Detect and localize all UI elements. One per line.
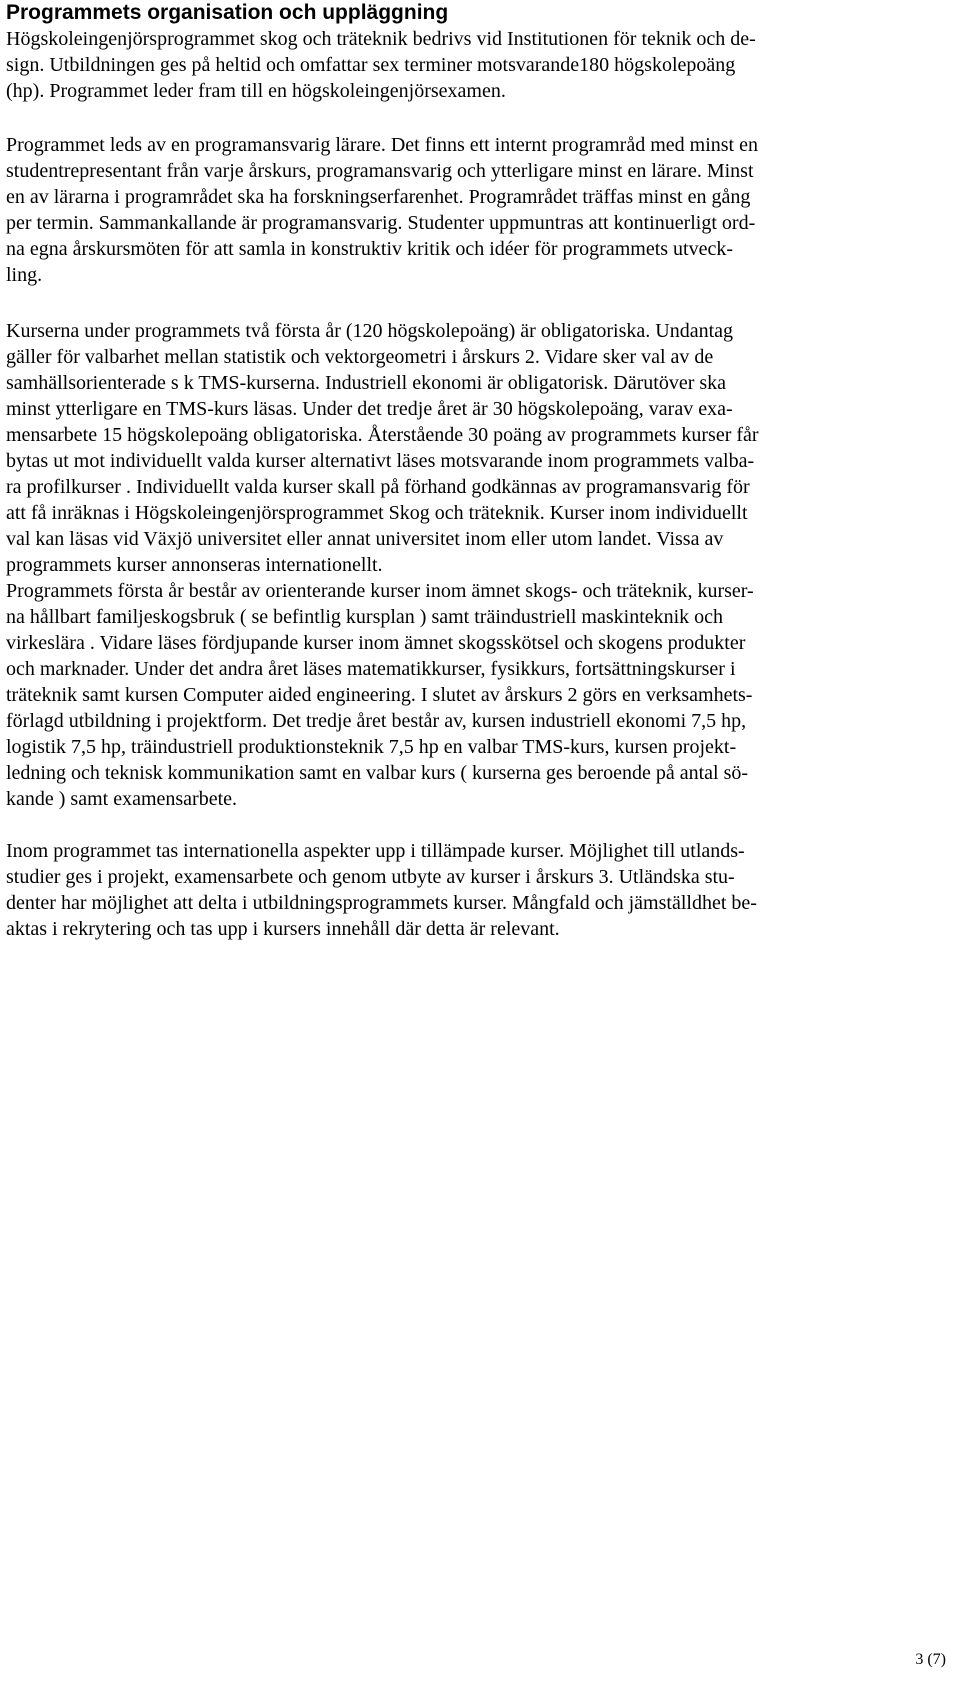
paragraph-line: per termin. Sammankallande är programansvarig. Studenter uppmuntras att kontinuerligt ord- — [6, 212, 756, 234]
paragraph-line: samhällsorienterade s k TMS-kurserna. Industriell ekonomi är obligatorisk. Därutöver ska — [6, 372, 727, 394]
paragraph-line: (hp). Programmet leder fram till en högskoleingenjörsexamen. — [6, 80, 506, 102]
page-title: Programmets organisation och uppläggning — [6, 1, 449, 24]
paragraph-line: förlagd utbildning i projektform. Det tredje året består av, kursen industriell ekonomi 7,5 hp, — [6, 710, 747, 732]
paragraph-line: Programmet leds av en programansvarig lärare. Det finns ett internt programråd med minst en — [6, 134, 758, 156]
paragraph-line: kande ) samt examensarbete. — [6, 788, 238, 810]
paragraph-line: na hållbart familjeskogsbruk ( se befintlig kursplan ) samt träindustriell maskinteknik och — [6, 606, 724, 628]
paragraph-line: sign. Utbildningen ges på heltid och omfattar sex terminer motsvarande180 högskolepoäng — [6, 54, 736, 76]
paragraph-line: Högskoleingenjörsprogrammet skog och träteknik bedrivs vid Institutionen för teknik och de- — [6, 28, 756, 50]
page-number: 3 (7) — [915, 1651, 946, 1668]
paragraph-line: minst ytterligare en TMS-kurs läsas. Under det tredje året är 30 högskolepoäng, varav exa- — [6, 398, 733, 420]
paragraph-line: denter har möjlighet att delta i utbildningsprogrammets kurser. Mångfald och jämställdhet be- — [6, 892, 757, 914]
paragraph-line: att få inräknas i Högskoleingenjörsprogrammet Skog och träteknik. Kurser inom individuellt — [6, 502, 748, 524]
paragraph-line: träteknik samt kursen Computer aided engineering. I slutet av årskurs 2 görs en verksamhets- — [6, 684, 753, 706]
paragraph-line: val kan läsas vid Växjö universitet eller annat universitet inom eller utom landet. Vissa av — [6, 528, 724, 550]
paragraph-line: ra profilkurser . Individuellt valda kurser skall på förhand godkännas av programansvarig för — [6, 476, 750, 498]
paragraph-line: logistik 7,5 hp, träindustriell produktionsteknik 7,5 hp en valbar TMS-kurs, kursen projekt- — [6, 736, 737, 758]
paragraph-line: en av lärarna i programrådet ska ha forskningserfarenhet. Programrådet träffas minst en gång — [6, 186, 751, 208]
paragraph-line: mensarbete 15 högskolepoäng obligatoriska. Återstående 30 poäng av programmets kurser får — [6, 424, 759, 446]
paragraph-line: och marknader. Under det andra året läses matematikkurser, fysikkurs, fortsättningskurser i — [6, 658, 736, 680]
paragraph-line: studentrepresentant från varje årskurs, programansvarig och ytterligare minst en lärare. Minst — [6, 160, 754, 182]
paragraph-line: studier ges i projekt, examensarbete och genom utbyte av kurser i årskurs 3. Utländska stu- — [6, 866, 735, 888]
paragraph-line: Programmets första år består av orienterande kurser inom ämnet skogs- och träteknik, kurser- — [6, 580, 754, 602]
paragraph-line: ling. — [6, 264, 43, 286]
paragraph-line: ledning och teknisk kommunikation samt en valbar kurs ( kurserna ges beroende på antal sö- — [6, 762, 749, 784]
paragraph-line: aktas i rekrytering och tas upp i kursers innehåll där detta är relevant. — [6, 918, 560, 940]
paragraph-line: programmets kurser annonseras internationellt. — [6, 554, 383, 576]
paragraph-line: gäller för valbarhet mellan statistik och vektorgeometri i årskurs 2. Vidare sker val av de — [6, 346, 714, 368]
paragraph-line: na egna årskursmöten för att samla in konstruktiv kritik och idéer för programmets utveck- — [6, 238, 734, 260]
paragraph-line: bytas ut mot individuellt valda kurser alternativt läses motsvarande inom programmets valba- — [6, 450, 755, 472]
paragraph-line: virkeslära . Vidare läses fördjupande kurser inom ämnet skogsskötsel och skogens produkter — [6, 632, 746, 654]
paragraph-line: Kurserna under programmets två första år (120 högskolepoäng) är obligatoriska. Undantag — [6, 320, 734, 342]
paragraph-line: Inom programmet tas internationella aspekter upp i tillämpade kurser. Möjlighet till utlands- — [6, 840, 745, 862]
